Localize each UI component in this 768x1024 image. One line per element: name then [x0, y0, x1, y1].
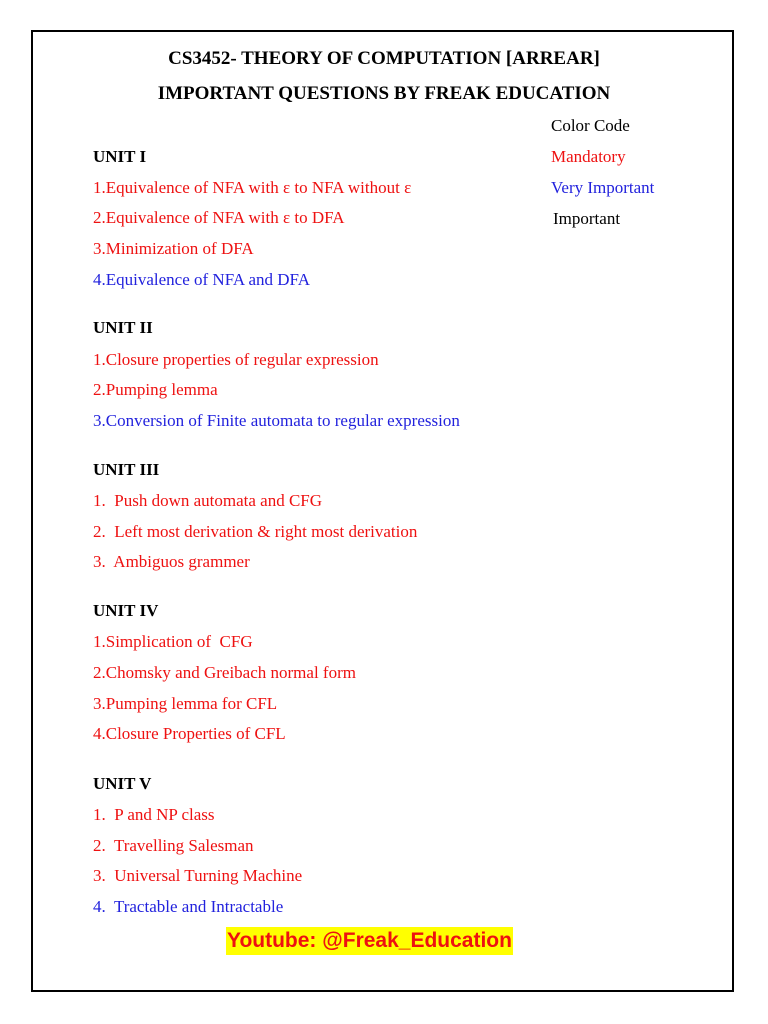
unit-heading: UNIT V	[93, 774, 152, 793]
question-item: 4.Equivalence of NFA and DFA	[93, 270, 311, 289]
question-item: 4.Closure Properties of CFL	[93, 724, 286, 743]
question-item: 1.Simplication of CFG	[93, 632, 253, 651]
unit-heading: UNIT I	[93, 147, 147, 166]
legend-heading: Color Code	[551, 116, 630, 135]
question-item: 1. Push down automata and CFG	[93, 491, 323, 510]
unit-heading: UNIT II	[93, 318, 153, 337]
question-item: 3.Pumping lemma for CFL	[93, 694, 278, 713]
document-subtitle: IMPORTANT QUESTIONS BY FREAK EDUCATION	[157, 83, 611, 104]
question-item: 2.Chomsky and Greibach normal form	[93, 663, 356, 682]
legend-very-important: Very Important	[551, 178, 655, 197]
question-item: 3.Conversion of Finite automata to regular expression	[93, 411, 460, 430]
question-item: 2.Equivalence of NFA with ε to DFA	[93, 208, 345, 227]
question-item: 3.Minimization of DFA	[93, 239, 254, 258]
unit-heading: UNIT III	[93, 460, 160, 479]
question-item: 1.Equivalence of NFA with ε to NFA without ε	[93, 178, 412, 197]
document-title: CS3452- THEORY OF COMPUTATION [ARREAR]	[168, 48, 600, 69]
question-item: 1.Closure properties of regular expression	[93, 350, 379, 369]
question-item: 2. Left most derivation & right most derivation	[93, 522, 418, 541]
question-item: 3. Ambiguos grammer	[93, 552, 250, 571]
question-item: 1. P and NP class	[93, 805, 215, 824]
question-item: 3. Universal Turning Machine	[93, 866, 303, 885]
unit-heading: UNIT IV	[93, 601, 159, 620]
question-item: 2.Pumping lemma	[93, 380, 218, 399]
question-item: 4. Tractable and Intractable	[93, 897, 284, 916]
youtube-handle-banner: Youtube: @Freak_Education	[226, 927, 513, 955]
legend-important: Important	[553, 209, 621, 228]
question-item: 2. Travelling Salesman	[93, 836, 254, 855]
legend-mandatory: Mandatory	[551, 147, 626, 166]
